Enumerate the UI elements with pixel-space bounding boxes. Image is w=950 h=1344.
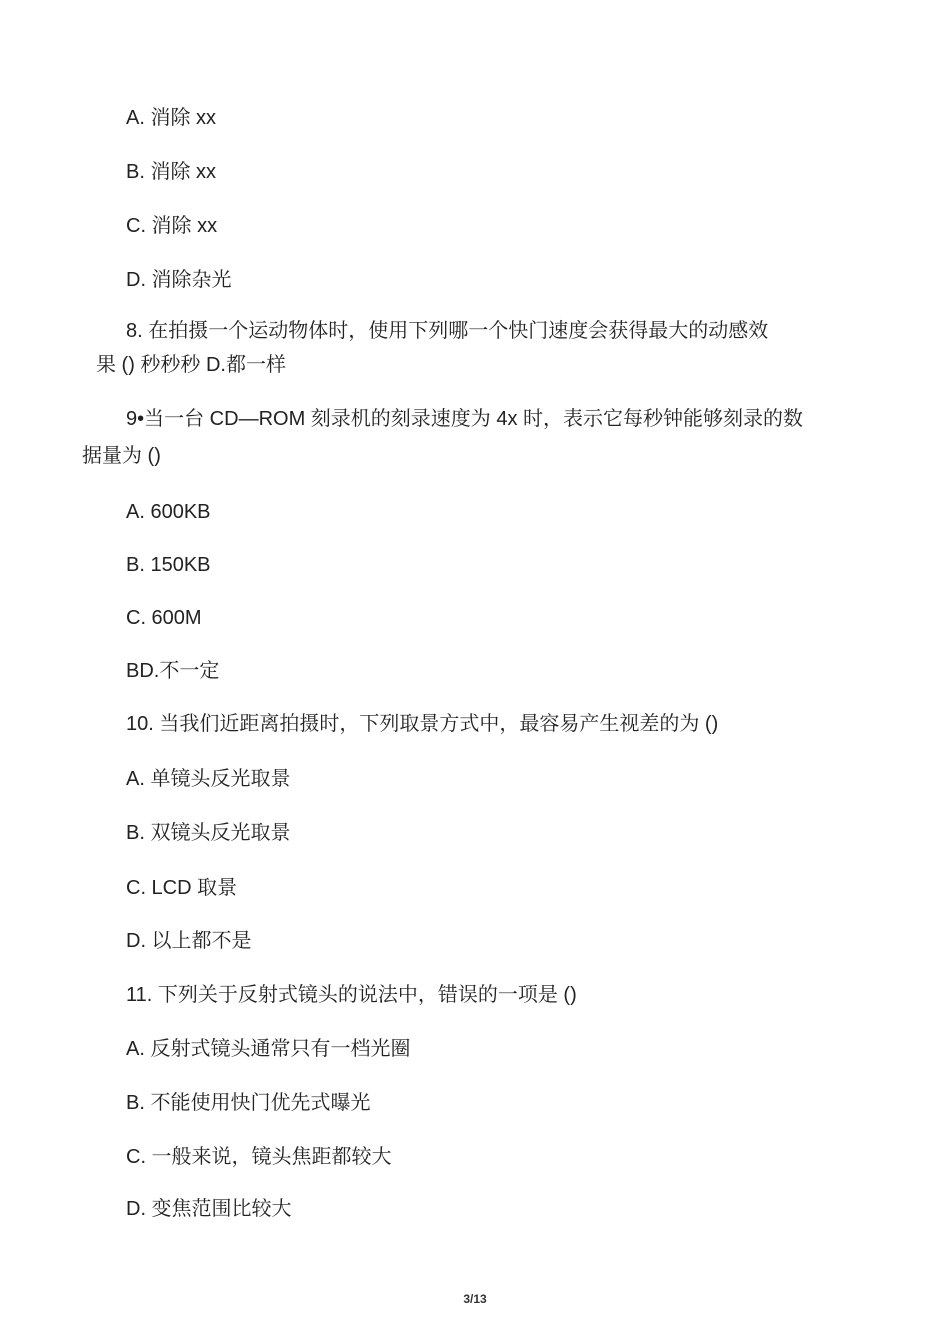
q8-text-line2: 果 () 秒秒秒 D.都一样 bbox=[96, 354, 286, 376]
q11-option-c: C. 一般来说，镜头焦距都较大 bbox=[126, 1146, 392, 1168]
q9-option-c: C. 600M bbox=[126, 607, 202, 629]
q7-option-c: C. 消除 xx bbox=[126, 215, 218, 237]
q8-text-line1: 8. 在拍摄一个运动物体时，使用下列哪一个快门速度会获得最大的动感效 bbox=[126, 320, 769, 342]
q10-option-b: B. 双镜头反光取景 bbox=[126, 822, 291, 844]
q11-text: 11. 下列关于反射式镜头的说法中，错误的一项是 () bbox=[126, 984, 577, 1006]
q10-option-d: D. 以上都不是 bbox=[126, 930, 252, 952]
q11-option-b: B. 不能使用快门优先式曝光 bbox=[126, 1092, 371, 1114]
q9-option-b: B. 150KB bbox=[126, 554, 211, 576]
q9-text-line1: 9•当一台 CD—ROM 刻录机的刻录速度为 4x 时，表示它每秒钟能够刻录的数 bbox=[126, 408, 804, 430]
q10-option-c: C. LCD 取景 bbox=[126, 877, 238, 899]
q11-option-d: D. 变焦范围比较大 bbox=[126, 1198, 292, 1220]
q10-text: 10. 当我们近距离拍摄时，下列取景方式中，最容易产生视差的为 () bbox=[126, 713, 719, 735]
q9-option-d: BD.不一定 bbox=[126, 660, 220, 682]
q7-option-a: A. 消除 xx bbox=[126, 107, 217, 129]
page-number: 3/13 bbox=[463, 1292, 487, 1306]
q9-text-line2: 据量为 () bbox=[82, 445, 161, 467]
q11-option-a: A. 反射式镜头通常只有一档光圈 bbox=[126, 1038, 411, 1060]
q9-option-a: A. 600KB bbox=[126, 501, 211, 523]
q7-option-d: D. 消除杂光 bbox=[126, 269, 232, 291]
q10-option-a: A. 单镜头反光取景 bbox=[126, 768, 291, 790]
q7-option-b: B. 消除 xx bbox=[126, 161, 217, 183]
